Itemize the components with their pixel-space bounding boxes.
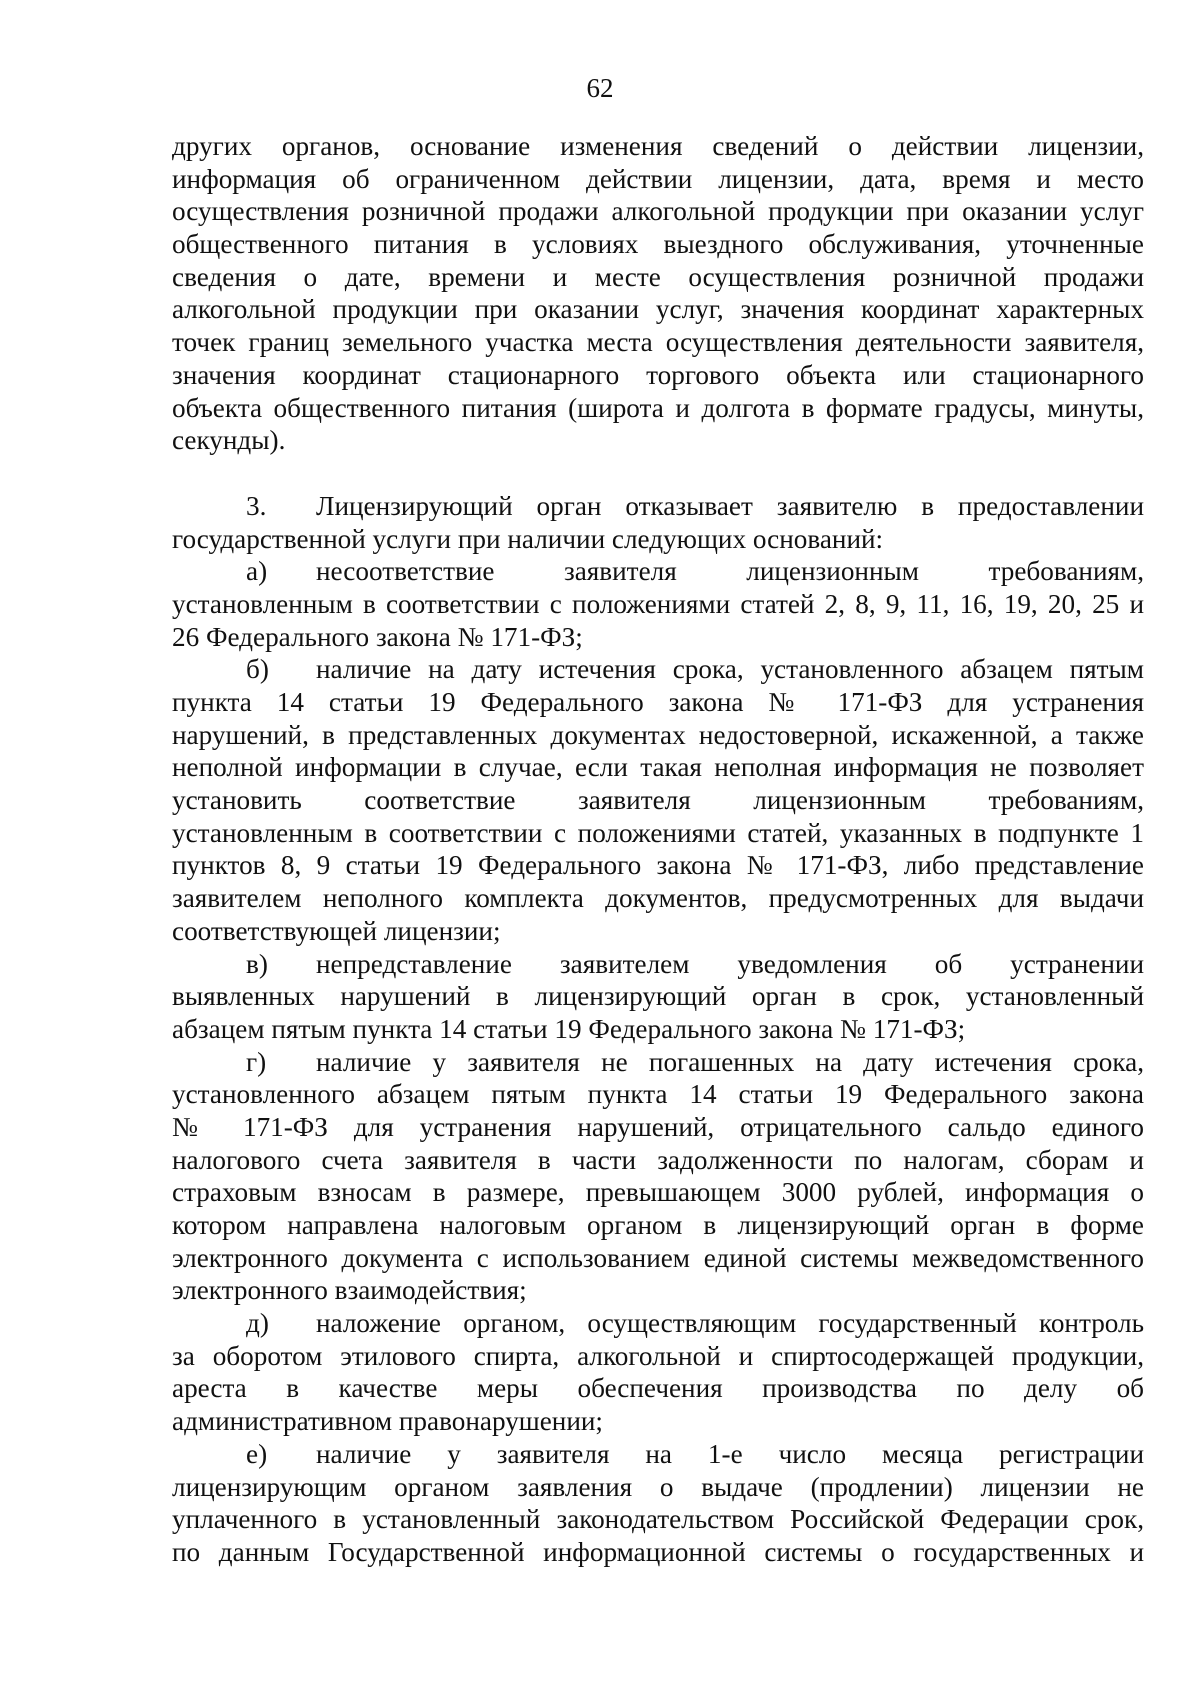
text-line: налогового счета заявителя в части задолженности по налогам, сборам и <box>172 1144 1144 1175</box>
text-line: осуществления розничной продажи алкогольной продукции при оказании услуг <box>172 196 1144 227</box>
text-line: установить соответствие заявителя лицензионным требованиям, <box>172 785 1144 816</box>
list-marker: б) <box>246 654 269 685</box>
text-line: установленным в соответствии с положениями статей, указанных в подпункте 1 <box>172 817 1144 848</box>
list-item-d <box>172 1307 1144 1438</box>
list-item-text: наложение органом, осуществляющим государственный контроль <box>316 1308 1144 1339</box>
text-line: № 171-ФЗ для устранения нарушений, отрицательного сальдо единого <box>172 1111 1144 1142</box>
section-number: 3. <box>246 490 267 521</box>
text-line: точек границ земельного участка места осуществления деятельности заявителя, <box>172 327 1144 358</box>
text-line: выявленных нарушений в лицензирующий орган в срок, установленный <box>172 981 1144 1012</box>
text-line: 26 Федерального закона № 171-ФЗ; <box>172 621 583 652</box>
text-line: общественного питания в условиях выездного обслуживания, уточненные <box>172 229 1144 260</box>
text-line: электронного документа с использованием единой системы межведомственного <box>172 1242 1144 1273</box>
text-line: ареста в качестве меры обеспечения производства по делу об <box>172 1373 1144 1404</box>
list-item-text: несоответствие заявителя лицензионным требованиям, <box>316 556 1144 587</box>
list-marker: а) <box>246 556 268 587</box>
text-line: страховым взносам в размере, превышающем 3000 рублей, информация о <box>172 1177 1144 1208</box>
list-item-text: наличие на дату истечения срока, установленного абзацем пятым <box>316 654 1144 685</box>
list-item-text: наличие у заявителя на 1-е число месяца регистрации <box>316 1438 1144 1469</box>
text-line: соответствующей лицензии; <box>172 915 501 946</box>
list-marker: в) <box>246 948 268 979</box>
text-line: пунктов 8, 9 статьи 19 Федерального закона № 171-ФЗ, либо представление <box>172 850 1144 881</box>
list-marker: г) <box>246 1046 267 1077</box>
list-item-v <box>172 948 1144 1046</box>
text-line: электронного взаимодействия; <box>172 1275 527 1306</box>
text-line: нарушений, в представленных документах недостоверной, искаженной, а также <box>172 719 1144 750</box>
text-line: уплаченного в установленный законодательством Российской Федерации срок, <box>172 1504 1144 1535</box>
list-item-text: непредставление заявителем уведомления об устранении <box>316 948 1144 979</box>
text-line: установленным в соответствии с положениями статей 2, 8, 9, 11, 16, 19, 20, 25 и <box>172 588 1144 619</box>
document-body <box>172 130 1144 1569</box>
list-item-first-line <box>172 1438 1144 1471</box>
list-item-first-line <box>172 1307 1144 1340</box>
text-line: по данным Государственной информационной системы о государственных и <box>172 1536 1144 1567</box>
text-line: лицензирующим органом заявления о выдаче (продлении) лицензии не <box>172 1471 1144 1502</box>
text-line: объекта общественного питания (широта и долгота в формате градусы, минуты, <box>172 392 1144 423</box>
paragraph-gap <box>172 457 1144 490</box>
continuation-paragraph <box>172 130 1144 457</box>
text-line: установленного абзацем пятым пункта 14 статьи 19 Федерального закона <box>172 1079 1144 1110</box>
text-line: информация об ограниченном действии лицензии, дата, время и место <box>172 163 1144 194</box>
text-line: пункта 14 статьи 19 Федерального закона № 171-ФЗ для устранения <box>172 687 1144 717</box>
text-line: котором направлена налоговым органом в лицензирующий орган в форме <box>172 1210 1144 1240</box>
text-line: сведения о дате, времени и месте осуществления розничной продажи <box>172 261 1144 292</box>
text-line: значения координат стационарного торгового объекта или стационарного <box>172 359 1144 390</box>
text-line: абзацем пятым пункта 14 статьи 19 Федерального закона № 171-ФЗ; <box>172 1013 966 1044</box>
text-line: неполной информации в случае, если такая неполная информация не позволяет <box>172 752 1144 783</box>
section-heading-line <box>172 490 1144 523</box>
text-line: государственной услуги при наличии следующих оснований: <box>172 523 884 554</box>
text-line: административном правонарушении; <box>172 1406 603 1437</box>
section-first-line: Лицензирующий орган отказывает заявителю в предоставлении <box>316 490 1144 521</box>
page-number: 62 <box>586 73 614 103</box>
list-item-first-line <box>172 948 1144 981</box>
text-line: заявителем неполного комплекта документов, предусмотренных для выдачи <box>172 883 1144 914</box>
list-item-first-line <box>172 555 1144 588</box>
list-item-e <box>172 1438 1144 1569</box>
list-item-g <box>172 1046 1144 1308</box>
list-item-text: наличие у заявителя не погашенных на дату истечения срока, <box>316 1046 1144 1077</box>
text-line: секунды). <box>172 425 286 456</box>
list-item-a <box>172 555 1144 653</box>
list-item-b <box>172 653 1144 947</box>
section-3 <box>172 490 1144 1569</box>
list-item-first-line <box>172 1046 1144 1079</box>
list-marker: д) <box>246 1308 269 1339</box>
list-item-first-line <box>172 653 1144 686</box>
text-line: алкогольной продукции при оказании услуг, значения координат характерных <box>172 294 1144 325</box>
text-line: других органов, основание изменения сведений о действии лицензии, <box>172 131 1144 161</box>
list-marker: е) <box>246 1438 268 1469</box>
text-line: за оборотом этилового спирта, алкогольной и спиртосодержащей продукции, <box>172 1340 1144 1371</box>
